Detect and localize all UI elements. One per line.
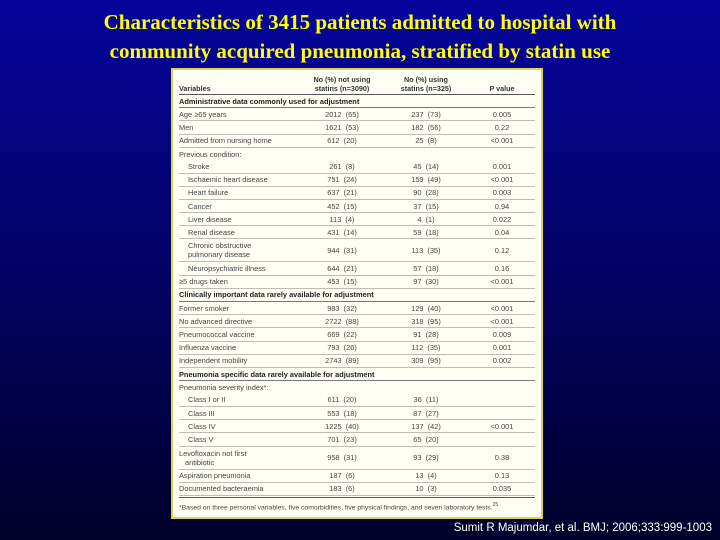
cell-not-using: 611 (20) [327, 395, 357, 405]
header-p-value: P value [489, 84, 515, 93]
table-row [179, 328, 535, 341]
cell-using: 65 (20) [413, 434, 439, 444]
table-row [179, 262, 535, 275]
table-row [179, 276, 535, 289]
row-label: Pneumonia severity index*: [179, 382, 269, 392]
row-label: Independent mobility [179, 356, 248, 366]
header-variables: Variables [179, 84, 211, 93]
table-row [179, 407, 535, 420]
row-label: Aspiration pneumonia [179, 471, 251, 481]
cell-not-using: 944 (31) [327, 245, 357, 255]
cell-using: 237 (73) [411, 109, 441, 119]
cell-p-value: 0.005 [492, 109, 512, 119]
table-row [179, 148, 535, 161]
cell-p-value: <0.001 [490, 175, 514, 185]
cell-using: 91 (28) [413, 330, 439, 339]
citation: Sumit R Majumdar, et al. BMJ; 2006;333:999-1003 [453, 522, 712, 534]
cell-not-using: 261 (8) [329, 161, 355, 171]
cell-using: 113 (35) [411, 245, 441, 255]
table-header [179, 71, 535, 95]
cell-not-using: 983 (32) [327, 303, 357, 313]
header-using: No (%) using statins (n=325) [400, 75, 452, 93]
cell-p-value: 0.003 [492, 188, 512, 198]
cell-not-using: 183 (6) [329, 484, 355, 494]
cell-p-value: 0.13 [494, 471, 510, 481]
cell-p-value: 0.16 [494, 264, 510, 274]
cell-p-value: 0.38 [494, 453, 510, 462]
cell-not-using: 793 (26) [327, 343, 357, 353]
cell-p-value: 0.001 [492, 343, 512, 353]
row-label: Pneumococcal vaccine [179, 330, 255, 339]
row-label: Admitted from nursing home [179, 136, 272, 146]
cell-p-value: <0.001 [490, 136, 514, 146]
table-row [179, 200, 535, 213]
row-label: Renal disease [188, 227, 235, 237]
cell-using: 137 (42) [411, 421, 441, 431]
table-row [179, 213, 535, 226]
section-header-row [179, 368, 535, 381]
cell-p-value: 0.001 [492, 161, 512, 171]
section-header-row [179, 95, 535, 108]
table-row [179, 187, 535, 200]
cell-p-value: <0.001 [490, 316, 514, 326]
table-row [179, 394, 535, 407]
table-row [179, 483, 535, 496]
cell-using: 87 (27) [413, 408, 439, 418]
cell-using: 97 (30) [413, 277, 439, 287]
row-label: Class I or II [188, 395, 226, 405]
title-line-2: community acquired pneumonia, stratified by statin use [109, 39, 611, 63]
cell-using: 4 (1) [417, 214, 435, 224]
table-row [179, 135, 535, 148]
row-label: Documented bacteraemia [179, 484, 264, 494]
cell-not-using: 669 (22) [327, 330, 357, 339]
cell-p-value: 0.002 [492, 356, 512, 366]
cell-p-value: 0.94 [494, 201, 510, 211]
row-label: Previous condition: [179, 149, 242, 159]
cell-not-using: 2012 (65) [325, 109, 359, 119]
cell-using: 45 (14) [413, 161, 439, 171]
cell-using: 309 (95) [411, 356, 441, 366]
cell-using: 182 (56) [411, 122, 441, 132]
table-row [179, 381, 535, 394]
cell-not-using: 637 (21) [327, 188, 357, 198]
cell-p-value: 0.12 [494, 245, 510, 255]
cell-using: 90 (28) [413, 188, 439, 198]
cell-using: 59 (18) [413, 227, 439, 237]
table-row [179, 433, 535, 446]
table-row [179, 226, 535, 239]
row-label: Clinically important data rarely available for adjustment [179, 290, 374, 300]
row-label: Age ≥65 years [179, 109, 227, 119]
cell-p-value: 0.22 [494, 122, 510, 132]
row-label: Cancer [188, 201, 212, 211]
row-label: Former smoker [179, 303, 230, 313]
table-row [179, 121, 535, 134]
cell-p-value: <0.001 [490, 421, 514, 431]
cell-not-using: 644 (21) [327, 264, 357, 274]
cell-p-value: 0.04 [494, 227, 510, 237]
section-header-row [179, 289, 535, 302]
cell-p-value: 0.035 [492, 484, 512, 494]
cell-not-using: 612 (20) [327, 136, 357, 146]
table-row [179, 470, 535, 483]
table-row [179, 420, 535, 433]
cell-p-value: <0.001 [490, 277, 514, 287]
row-label: Levofloxacin not first antibiotic [179, 448, 247, 467]
cell-p-value: 0.022 [492, 214, 512, 224]
cell-using: 13 (4) [415, 471, 437, 481]
row-label: Influenza vaccine [179, 343, 237, 353]
cell-not-using: 453 (15) [327, 277, 357, 287]
cell-using: 129 (40) [411, 303, 441, 313]
table-footnote: *Based on three personal variables, five comorbidities, five physical findings, and seven laboratory tests.$^{25}$ [179, 497, 535, 513]
table-row [179, 302, 535, 315]
cell-p-value: 0.009 [492, 330, 512, 339]
row-label: Neuropsychiatric illness [188, 264, 266, 274]
cell-using: 36 (11) [413, 395, 439, 405]
cell-not-using: 751 (24) [327, 175, 357, 185]
cell-not-using: 1225 (40) [325, 421, 359, 431]
cell-not-using: 701 (23) [327, 434, 357, 444]
table-row [179, 355, 535, 368]
cell-not-using: 431 (14) [327, 227, 357, 237]
row-label: Administrative data commonly used for adjustment [179, 96, 360, 106]
characteristics-table [171, 68, 543, 519]
row-label: Liver disease [188, 214, 232, 224]
cell-using: 318 (95) [411, 316, 441, 326]
slide-title [0, 8, 720, 66]
row-label: Heart failure [188, 188, 229, 198]
row-label: Class IV [188, 421, 216, 431]
row-label: Class V [188, 434, 214, 444]
cell-not-using: 2743 (89) [325, 356, 359, 366]
cell-not-using: 452 (15) [327, 201, 357, 211]
cell-using: 10 (3) [415, 484, 437, 494]
cell-not-using: 2722 (88) [325, 316, 359, 326]
cell-not-using: 1621 (53) [325, 122, 359, 132]
table-body [179, 95, 535, 496]
row-label: Class III [188, 408, 215, 418]
table-row [179, 160, 535, 173]
cell-using: 37 (15) [413, 201, 439, 211]
cell-using: 112 (35) [411, 343, 441, 353]
row-label: Chronic obstructive pulmonary disease [188, 241, 252, 260]
cell-using: 159 (49) [411, 175, 441, 185]
row-label: Stroke [188, 161, 210, 171]
cell-using: 93 (29) [413, 453, 439, 462]
header-not-using: No (%) not using statins (n=3090) [313, 75, 371, 93]
table-row [179, 174, 535, 187]
cell-using: 57 (18) [413, 264, 439, 274]
table-row [179, 315, 535, 328]
cell-not-using: 958 (31) [327, 453, 357, 462]
cell-using: 25 (8) [415, 136, 437, 146]
row-label: Ischaemic heart disease [188, 175, 268, 185]
table-row [179, 342, 535, 355]
table-row [179, 108, 535, 121]
table-row [179, 239, 535, 262]
title-line-1: Characteristics of 3415 patients admitted to hospital with [103, 10, 617, 34]
cell-not-using: 187 (6) [329, 471, 355, 481]
cell-not-using: 553 (18) [327, 408, 357, 418]
row-label: ≥5 drugs taken [179, 277, 228, 287]
cell-not-using: 113 (4) [329, 214, 355, 224]
row-label: No advanced directive [179, 316, 253, 326]
row-label: Men [179, 122, 194, 132]
table-row [179, 447, 535, 470]
row-label: Pneumonia specific data rarely available for adjustment [179, 369, 375, 379]
cell-p-value: <0.001 [490, 303, 514, 313]
